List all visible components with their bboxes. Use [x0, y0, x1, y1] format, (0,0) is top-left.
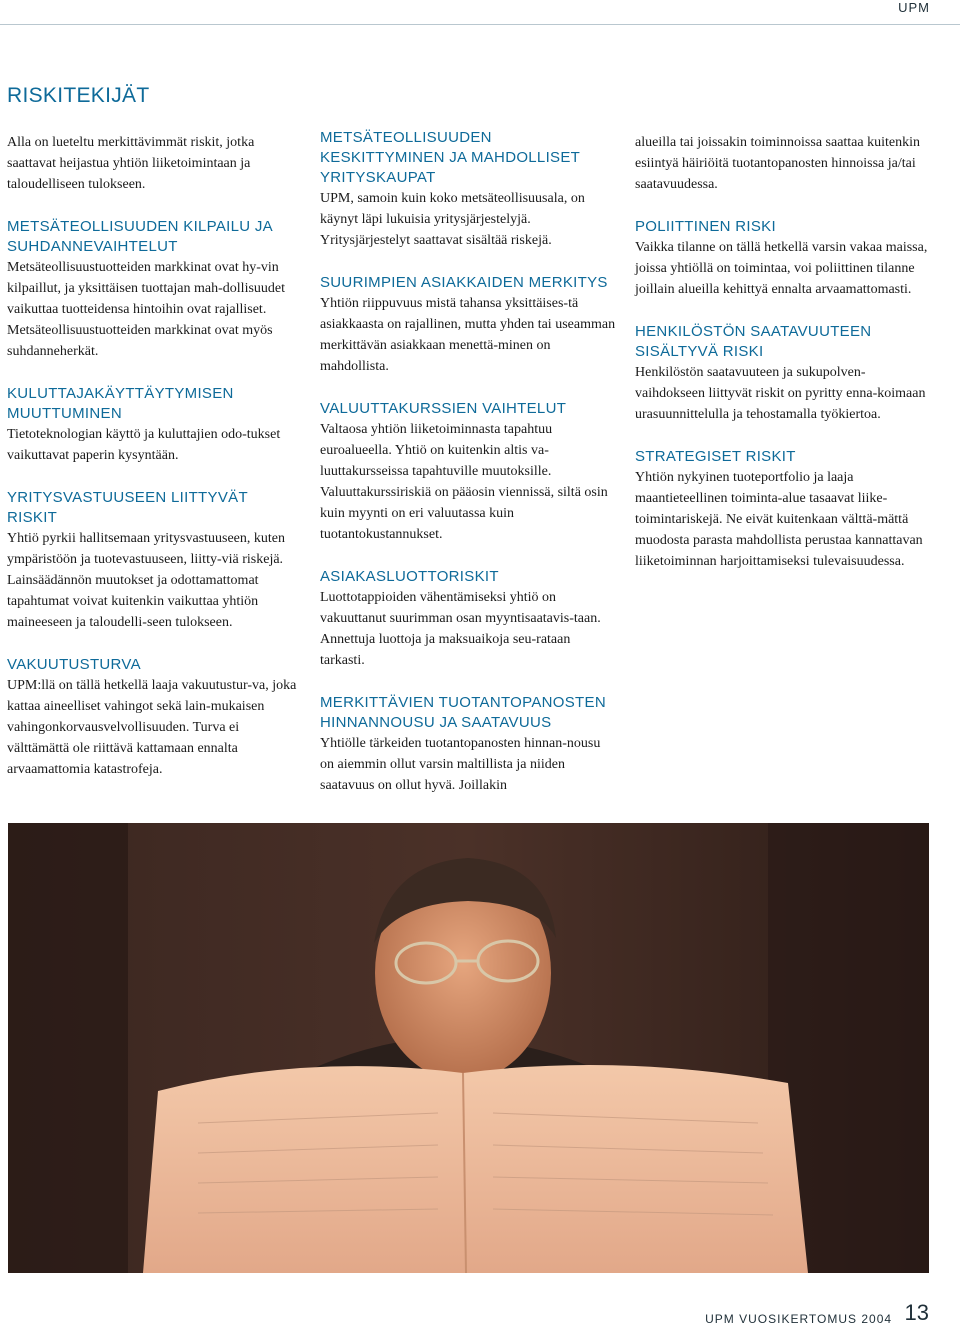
- heading-responsibility: YRITYSVASTUUSEEN LIITTYVÄT RISKIT: [7, 489, 248, 526]
- heading-personnel: HENKILÖSTÖN SAATAVUUTEEN SISÄLTYVÄ RISKI: [635, 323, 872, 360]
- page-title: RISKITEKIJÄT: [7, 84, 150, 107]
- heading-political: POLIITTINEN RISKI: [635, 218, 776, 235]
- body-competition: Metsäteollisuustuotteiden markkinat ovat hy-vin kilpaillut, ja yksittäisen tuottajan mah-dollisuudet vaikuttaa tuotteidensa hintoihin ovat rajalliset. Metsäteollisuustuotteiden markkinat ovat myös suhdanneherkät.: [7, 260, 286, 359]
- body-major-customers: Yhtiön riippuvuus mistä tahansa yksittäises-tä asiakkaasta on rajallinen, mutta yhden tai useamman merkittävän asiakkaan menettä-minen on mahdollista.: [320, 296, 616, 374]
- heading-consumer-behavior: KULUTTAJAKÄYTTÄYTYMISEN MUUTTUMINEN: [7, 385, 234, 422]
- body-insurance: UPM:llä on tällä hetkellä laaja vakuutustur-va, joka kattaa aineelliset vahingot sekä lain-mukaisen vahingonkorvausvelvollisuuden. Turva ei välttämättä ole riittävä kattamaan ennalta arvaamattomia katastrofeja.: [7, 678, 297, 777]
- body-input-costs-cont: alueilla tai joissakin toiminnoissa saattaa kuitenkin esiintyä häiriöitä tuotantopanosten hinnoissa ja/tai saatavuudessa.: [635, 135, 920, 192]
- body-consolidation: UPM, samoin kuin koko metsäteollisuusala, on käynyt läpi lukuisia yritysjärjestelyjä. Yritysjärjestelyt saattavat sisältää riskejä.: [320, 191, 585, 248]
- heading-insurance: VAKUUTUSTURVA: [7, 656, 141, 673]
- body-credit-risk: Luottotappioiden vähentämiseksi yhtiö on vakuuttanut suurimman osan myyntisaatavis-taan. Annettuja luottoja ja maksuaikoja seu-rataan tarkasti.: [320, 590, 601, 668]
- column-3: [635, 132, 931, 572]
- heading-consolidation: METSÄTEOLLISUUDEN KESKITTYMINEN JA MAHDOLLISET YRITYSKAUPAT: [320, 129, 580, 186]
- heading-currency: VALUUTTAKURSSIEN VAIHTELUT: [320, 400, 567, 417]
- body-personnel: Henkilöstön saatavuuteen ja sukupolven-vaihdokseen liittyvät riskit on pyritty enna-koimaan urasuunnittelulla ja tehostamalla työkiertoa.: [635, 365, 926, 422]
- heading-strategic: STRATEGISET RISKIT: [635, 448, 796, 465]
- header-brand: UPM: [898, 0, 930, 15]
- heading-competition: METSÄTEOLLISUUDEN KILPAILU JA SUHDANNEVAIHTELUT: [7, 218, 273, 255]
- body-political: Vaikka tilanne on tällä hetkellä varsin vakaa maissa, joissa yhtiöllä on toimintaa, voi poliittinen tilanne joillain alueilla kehittyä ennalta arvaamattomasti.: [635, 240, 928, 297]
- body-input-costs: Yhtiölle tärkeiden tuotantopanosten hinnan-nousu on aiemmin ollut varsin maltillista ja niiden saatavuus on ollut hyvä. Joillakin: [320, 736, 601, 793]
- body-currency: Valtaosa yhtiön liiketoiminnasta tapahtuu euroalueella. Yhtiö on kuitenkin altis va-luuttakursseissa tapahtuville muutoksille. Valuuttakurssiriskiä on pääosin viennissä, siltä osin kuin myynti on eri valuutassa kuin tuotantokustannukset.: [320, 422, 608, 542]
- intro-text: Alla on lueteltu merkittävimmät riskit, jotka saattavat heijastua yhtiön liiketoimintaan ja taloudelliseen tulokseen.: [7, 135, 255, 192]
- header-rule: [0, 24, 960, 25]
- body-consumer-behavior: Tietoteknologian käyttö ja kuluttajien odo-tukset vaikuttavat paperin kysyntään.: [7, 427, 281, 463]
- heading-input-costs: MERKITTÄVIEN TUOTANTOPANOSTEN HINNANNOUSU JA SAATAVUUS: [320, 694, 606, 731]
- body-responsibility: Yhtiö pyrkii hallitsemaan yritysvastuuseen, kuten ympäristöön ja tuotevastuuseen, liitty-viä riskejä. Lainsäädännön muutokset ja odottamattomat tapahtumat voivat kuitenkin vaikuttaa yhtiön maineeseen ja taloudelli-seen tulokseen.: [7, 531, 286, 630]
- page-number: 13: [904, 1300, 929, 1325]
- footer-label: UPM VUOSIKERTOMUS 2004: [705, 1312, 893, 1326]
- heading-major-customers: SUURIMPIEN ASIAKKAIDEN MERKITYS: [320, 274, 608, 291]
- heading-credit-risk: ASIAKASLUOTTORISKIT: [320, 568, 499, 585]
- photo-man-reading-newspaper: [8, 823, 929, 1273]
- column-1: [7, 132, 299, 780]
- body-strategic: Yhtiön nykyinen tuoteportfolio ja laaja maantieteellinen toiminta-alue tasaavat liike-toimintariskejä. Ne eivät kuitenkaan välttä-mättä muodosta parasta mahdollista perustaa kannattavan liiketoiminnan harjoittamiseksi tulevaisuudessa.: [635, 470, 923, 569]
- page-footer: [705, 1300, 929, 1326]
- column-2: [320, 128, 616, 796]
